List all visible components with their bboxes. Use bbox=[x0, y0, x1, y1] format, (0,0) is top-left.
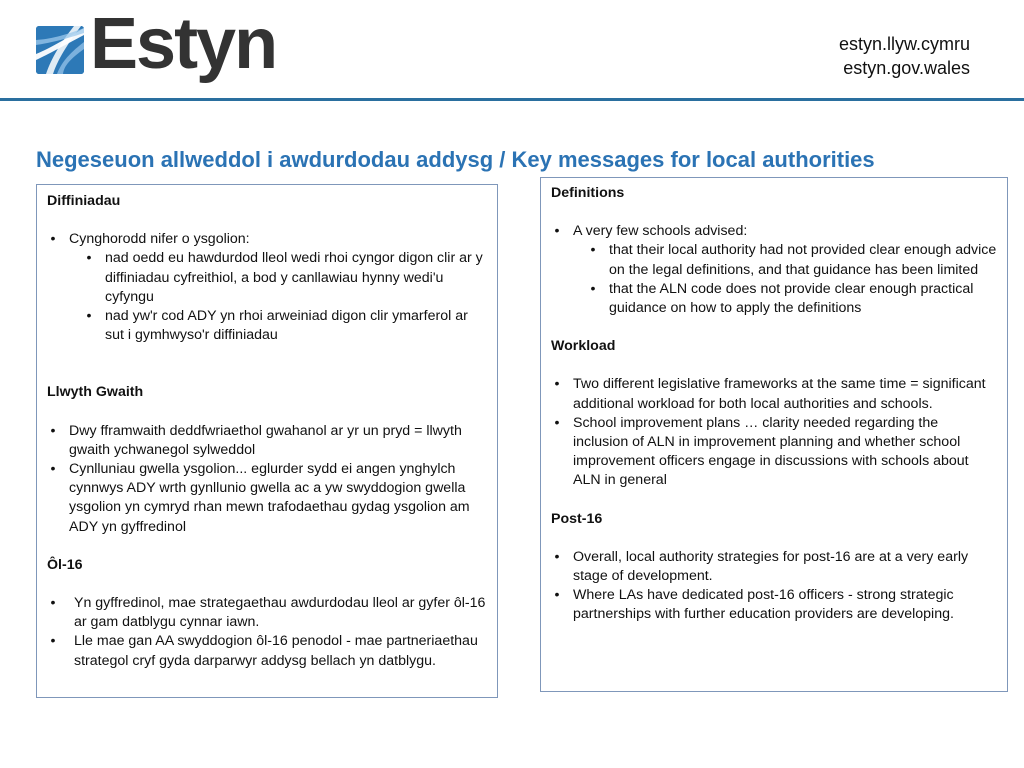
welsh-post16-list bbox=[47, 594, 487, 671]
english-workload-list bbox=[551, 375, 997, 490]
welsh-post16-item: • Lle mae gan AA swyddogion ôl-16 penodol - mae partneriaethau strategol cryf gyda darparwyr addysg bellach yn datblygu. bbox=[47, 632, 487, 670]
welsh-definitions-item-text: Cynghorodd nifer o ysgolion: bbox=[69, 231, 250, 248]
english-definitions-list bbox=[551, 222, 997, 318]
welsh-site-link[interactable]: estyn.llyw.cymru bbox=[838, 34, 970, 54]
welsh-definitions-item bbox=[47, 230, 487, 345]
welsh-definitions-list bbox=[47, 230, 487, 345]
section-spacer bbox=[47, 575, 487, 594]
section-spacer bbox=[551, 491, 997, 510]
section-spacer bbox=[47, 403, 487, 422]
section-spacer bbox=[47, 211, 487, 230]
welsh-workload-item: • Dwy fframwaith deddfwriaethol gwahanol ar yr un pryd = llwyth gwaith ychwanegol sylweddol bbox=[47, 422, 487, 460]
header-divider bbox=[0, 98, 1024, 101]
welsh-definitions-subitem: • nad oedd eu hawdurdod lleol wedi rhoi cyngor digon clir ar y diffiniadau cyfreithiol, a bod y canllawiau hynny wedi'u cyfyngu bbox=[69, 249, 487, 307]
welsh-workload-list bbox=[47, 422, 487, 537]
page-header bbox=[0, 0, 1024, 100]
english-definitions-subitem: • that their local authority had not provided clear enough advice on the legal definitions, and that guidance has been limited bbox=[573, 241, 997, 279]
english-definitions-item bbox=[551, 222, 997, 318]
welsh-workload-heading: Llwyth Gwaith bbox=[47, 384, 144, 401]
english-post16-heading: Post-16 bbox=[551, 510, 603, 527]
welsh-post16-item: • Yn gyffredinol, mae strategaethau awdurdodau lleol ar gyfer ôl-16 ar gam datblygu cynnar iawn. bbox=[47, 594, 487, 632]
english-post16-list bbox=[551, 548, 997, 625]
english-key-messages-panel bbox=[540, 177, 1008, 692]
welsh-post16-heading: Ôl-16 bbox=[47, 556, 83, 573]
welsh-definitions-subitem: • nad yw'r cod ADY yn rhoi arweiniad digon clir ymarferol ar sut i gymhwyso'r diffiniadau bbox=[69, 307, 487, 345]
section-spacer bbox=[47, 537, 487, 556]
welsh-workload-item: • Cynlluniau gwella ysgolion... eglurder sydd ei angen ynghylch cynnwys ADY wrth gynllunio gwella ac a yw swyddogion gwella ysgolion yn cymryd rhan mewn trafodaethau gydag ysgolion am ADY yn gyffredinol bbox=[47, 460, 487, 537]
welsh-definitions-sublist bbox=[69, 249, 487, 345]
english-definitions-item-text: A very few schools advised: bbox=[573, 223, 748, 240]
section-spacer bbox=[551, 203, 997, 222]
welsh-definitions-heading: Diffiniadau bbox=[47, 193, 121, 209]
estyn-logo bbox=[36, 4, 277, 90]
section-spacer bbox=[47, 345, 487, 383]
english-definitions-heading: Definitions bbox=[551, 185, 625, 201]
english-definitions-subitem: • that the ALN code does not provide clear enough practical guidance on how to apply the definitions bbox=[573, 280, 997, 318]
section-spacer bbox=[551, 529, 997, 548]
english-site-link[interactable]: estyn.gov.wales bbox=[843, 58, 970, 78]
section-spacer bbox=[551, 318, 997, 337]
english-workload-heading: Workload bbox=[551, 338, 616, 355]
english-post16-item: • Overall, local authority strategies for post-16 are at a very early stage of development. bbox=[551, 548, 997, 586]
section-spacer bbox=[551, 356, 997, 375]
site-links bbox=[839, 32, 970, 80]
estyn-logo-mark-icon bbox=[36, 26, 84, 74]
welsh-key-messages-panel bbox=[36, 184, 498, 698]
page-title: Negeseuon allweddol i awdurdodau addysg / Key messages for local authorities bbox=[36, 146, 875, 172]
estyn-logo-text: Estyn bbox=[90, 4, 277, 84]
english-definitions-sublist bbox=[573, 241, 997, 318]
english-post16-item: • Where LAs have dedicated post-16 officers - strong strategic partnerships with further education providers are developing. bbox=[551, 586, 997, 624]
english-workload-item: • Two different legislative frameworks at the same time = significant additional workload for both local authorities and schools. bbox=[551, 375, 997, 413]
english-workload-item: • School improvement plans … clarity needed regarding the inclusion of ALN in improvement planning and whether school improvement officers engage in discussions with schools about ALN in general bbox=[551, 414, 997, 491]
